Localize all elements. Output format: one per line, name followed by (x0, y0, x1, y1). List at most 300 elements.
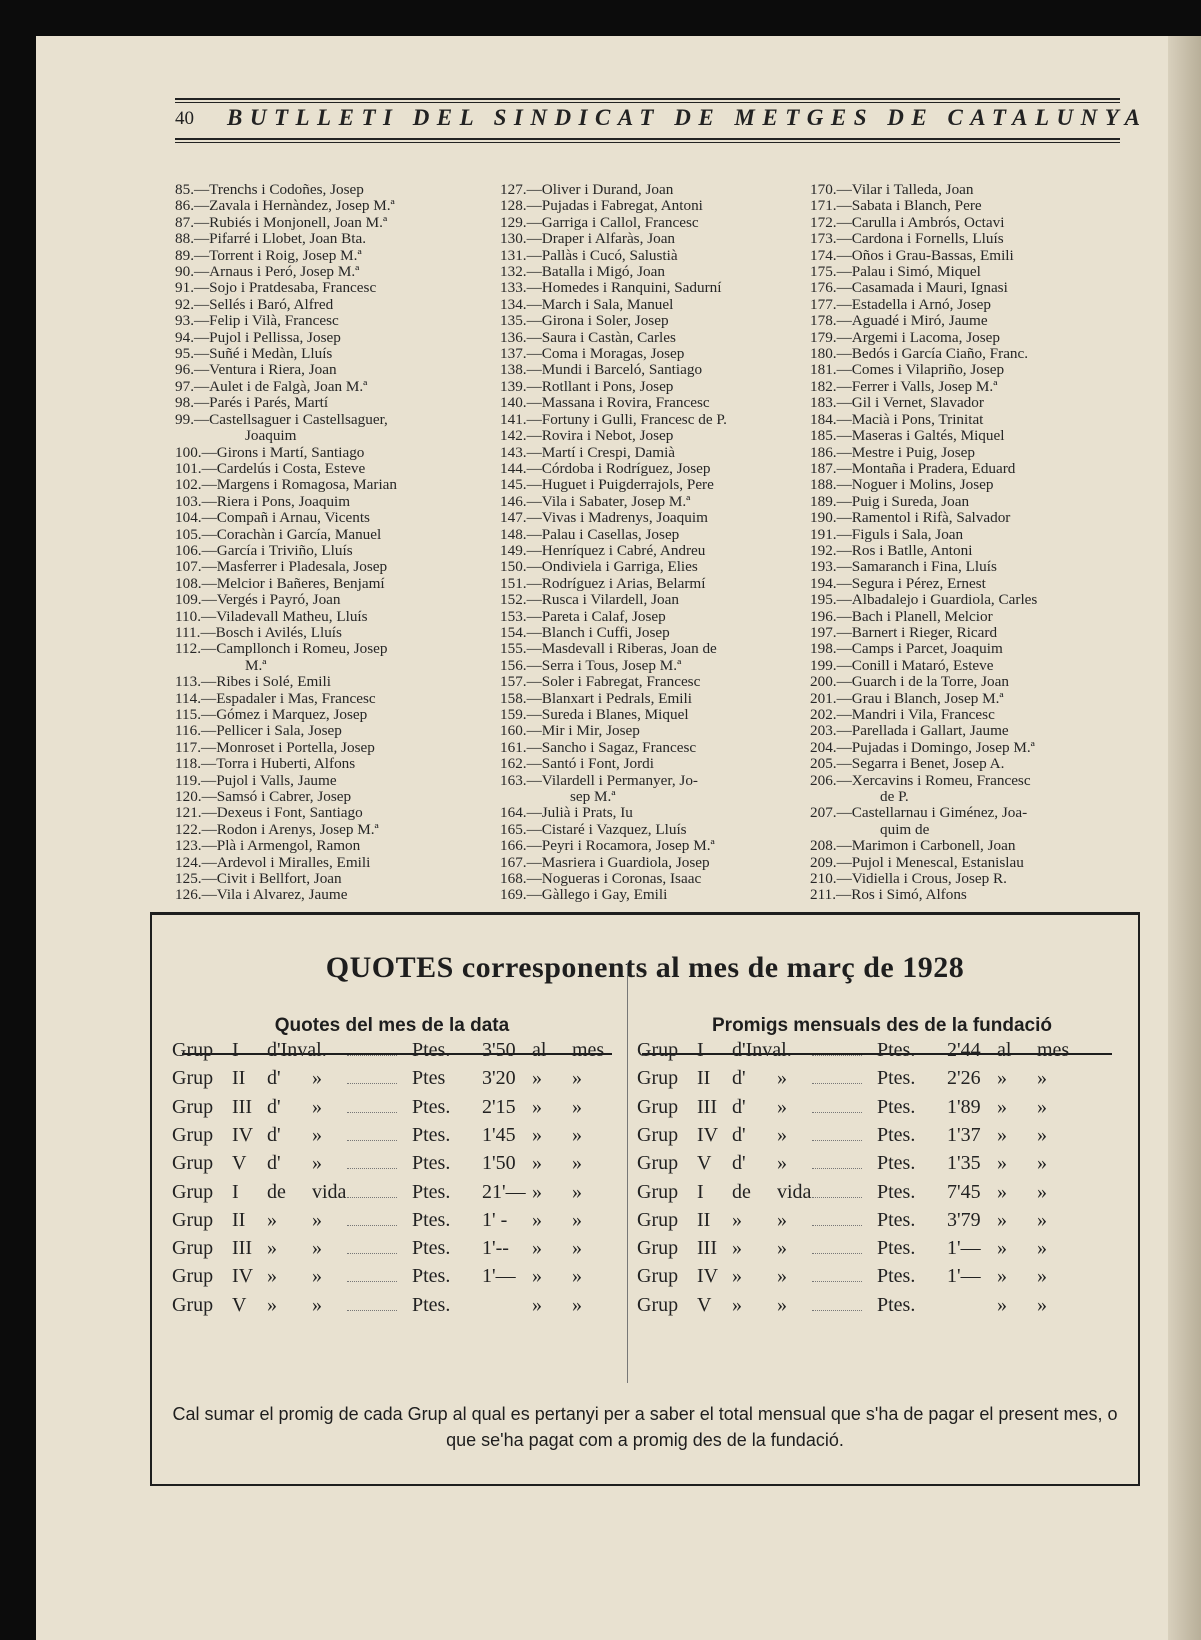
member-entry-text: 130.—Draper i Alfaràs, Joan (500, 230, 676, 248)
member-entry (500, 395, 785, 411)
member-list-column-3 (810, 182, 1095, 904)
quote-row (152, 1096, 622, 1122)
member-entry-text: 87.—Rubiés i Monjonell, Joan M.ª (175, 213, 388, 231)
header-rule (175, 142, 1120, 143)
quote-cell: 1'— (947, 1237, 981, 1260)
quote-cell: » (997, 1293, 1007, 1316)
member-entry-text: 127.—Oliver i Durand, Joan (500, 181, 674, 198)
quote-cell: d' (732, 1152, 746, 1175)
member-entry-text: 139.—Rotllant i Pons, Josep (500, 377, 674, 395)
header-rule (175, 102, 1120, 103)
quote-cell: » (1037, 1067, 1047, 1090)
member-entry (175, 379, 460, 395)
member-entry (175, 674, 460, 690)
quote-row (617, 1265, 1087, 1291)
member-entry-text: 149.—Henríquez i Cabré, Andreu (500, 541, 706, 559)
quote-cell: de (267, 1180, 286, 1203)
member-entry (500, 198, 785, 214)
member-entry-text: 173.—Cardona i Fornells, Lluís (810, 230, 1004, 248)
quote-cell: » (1037, 1180, 1047, 1203)
member-entry (175, 756, 460, 772)
member-entry-text: 188.—Noguer i Molins, Josep (810, 476, 994, 494)
quote-cell: Grup (637, 1067, 679, 1090)
quote-cell: Grup (637, 1152, 679, 1175)
quote-cell: I (232, 1039, 239, 1061)
member-entry (175, 264, 460, 280)
quote-row (617, 1181, 1087, 1207)
member-entry-text: 199.—Conill i Mataró, Esteve (810, 656, 994, 674)
quote-cell: Grup (637, 1208, 679, 1231)
member-entry-text: 146.—Vila i Sabater, Josep M.ª (500, 492, 691, 510)
member-entry-text: 200.—Guarch i de la Torre, Joan (810, 673, 1009, 691)
quote-cell: » (1037, 1208, 1047, 1231)
member-entry-text: 191.—Figuls i Sala, Joan (810, 525, 964, 543)
leader-dots (812, 1310, 862, 1311)
member-entry (810, 559, 1095, 575)
header-rule (175, 98, 1120, 100)
quote-cell: » (532, 1067, 542, 1090)
quote-cell: » (572, 1265, 582, 1288)
quote-cell: 1' - (482, 1208, 508, 1231)
member-entry (500, 773, 785, 806)
quote-cell: II (697, 1208, 711, 1231)
quote-cell: V (232, 1293, 247, 1316)
member-entry (810, 691, 1095, 707)
quote-cell: » (572, 1237, 582, 1260)
member-entry (175, 691, 460, 707)
quote-cell: » (267, 1208, 277, 1231)
member-entry (810, 805, 1095, 838)
quote-row (152, 1152, 622, 1178)
quote-cell: » (267, 1293, 277, 1316)
member-entry-text: 105.—Corachàn i García, Manuel (175, 525, 382, 543)
quote-row (152, 1067, 622, 1093)
quote-cell: » (267, 1265, 277, 1288)
quote-cell: » (532, 1180, 542, 1203)
member-entry (500, 576, 785, 592)
leader-dots (812, 1168, 862, 1169)
member-entry (810, 658, 1095, 674)
quote-row (152, 1237, 622, 1263)
member-entry (175, 412, 460, 445)
member-entry (810, 625, 1095, 641)
member-entry (810, 641, 1095, 657)
leader-dots (347, 1055, 397, 1056)
member-entry-text: 92.—Sellés i Baró, Alfred (175, 295, 334, 313)
quote-row (617, 1152, 1087, 1178)
member-entry-text: 154.—Blanch i Cuffi, Josep (500, 623, 670, 641)
member-entry (175, 838, 460, 854)
quote-cell: » (572, 1208, 582, 1231)
quote-cell: » (572, 1095, 582, 1118)
quote-cell: III (697, 1237, 717, 1260)
member-entry (500, 559, 785, 575)
member-entry (500, 658, 785, 674)
member-entry-text: 196.—Bach i Planell, Melcior (810, 607, 993, 625)
quote-cell: 7'45 (947, 1180, 981, 1203)
quote-cell: » (532, 1265, 542, 1288)
member-entry-text: 138.—Mundi i Barceló, Santiago (500, 361, 703, 379)
member-entry (810, 330, 1095, 346)
member-entry (810, 740, 1095, 756)
quote-cell: » (777, 1237, 787, 1260)
member-entry (810, 887, 1095, 903)
member-entry (500, 887, 785, 903)
member-entry (500, 691, 785, 707)
quote-cell: Ptes. (877, 1180, 916, 1203)
member-entry (810, 527, 1095, 543)
member-entry (175, 198, 460, 214)
member-entry (175, 215, 460, 231)
quote-cell: Ptes. (877, 1208, 916, 1231)
quote-cell: » (997, 1095, 1007, 1118)
member-entry-text: 95.—Suñé i Medàn, Lluís (175, 345, 333, 363)
member-entry (810, 707, 1095, 723)
leader-dots (812, 1225, 862, 1226)
member-entry-text: 102.—Margens i Romagosa, Marian (175, 476, 398, 494)
member-entry (500, 822, 785, 838)
quote-cell: 1'35 (947, 1152, 981, 1175)
member-entry (810, 674, 1095, 690)
member-entry-text: 121.—Dexeus i Font, Santiago (175, 804, 363, 822)
quote-cell: III (697, 1095, 717, 1118)
member-entry (500, 428, 785, 444)
member-entry (500, 477, 785, 493)
member-entry (175, 707, 460, 723)
quote-cell: al (997, 1039, 1012, 1061)
quote-cell: Grup (637, 1265, 679, 1288)
quote-cell: » (732, 1265, 742, 1288)
member-entry-text: 174.—Oños i Grau-Bassas, Emili (810, 246, 1014, 264)
member-entry (175, 330, 460, 346)
member-entry-text: 99.—Castellsaguer i Castellsaguer, (175, 410, 388, 428)
member-entry-text: 134.—March i Sala, Manuel (500, 295, 674, 313)
member-entry-text: 129.—Garriga i Callol, Francesc (500, 213, 699, 231)
member-entry (500, 625, 785, 641)
quote-cell: » (267, 1237, 277, 1260)
member-entry (500, 264, 785, 280)
quote-cell: » (777, 1095, 787, 1118)
member-entry (810, 231, 1095, 247)
quote-cell: Ptes. (412, 1039, 451, 1061)
member-entry (500, 330, 785, 346)
member-entry (175, 395, 460, 411)
member-entry (810, 461, 1095, 477)
member-entry-text: 112.—Campllonch i Romeu, Josep (175, 640, 388, 658)
member-entry-continuation: quim de (880, 820, 930, 838)
member-entry-text: 114.—Espadaler i Mas, Francesc (175, 689, 376, 707)
member-entry (175, 477, 460, 493)
quotes-box (150, 912, 1140, 1486)
quote-cell: » (1037, 1152, 1047, 1175)
member-entry-text: 136.—Saura i Castàn, Carles (500, 328, 676, 346)
member-entry-text: 167.—Masriera i Guardiola, Josep (500, 853, 710, 871)
member-entry-text: 103.—Riera i Pons, Joaquim (175, 492, 351, 510)
member-entry-text: 207.—Castellarnau i Giménez, Joa- (810, 804, 1028, 822)
quote-cell: V (697, 1152, 712, 1175)
member-entry-text: 144.—Córdoba i Rodríguez, Josep (500, 459, 711, 477)
quote-cell: » (572, 1293, 582, 1316)
quote-cell: » (572, 1123, 582, 1146)
quote-cell: d' (732, 1067, 746, 1090)
quote-cell: d'Inval. (732, 1039, 792, 1061)
quote-cell: » (997, 1123, 1007, 1146)
quote-cell: » (1037, 1237, 1047, 1260)
member-entry-text: 203.—Parellada i Gallart, Jaume (810, 722, 1009, 740)
member-entry-text: 133.—Homedes i Ranquini, Sadurní (500, 279, 722, 297)
member-entry-text: 137.—Coma i Moragas, Josep (500, 345, 685, 363)
quote-cell: IV (697, 1123, 719, 1146)
member-entry (810, 395, 1095, 411)
leader-dots (812, 1197, 862, 1198)
quote-cell: » (312, 1067, 322, 1090)
member-entry-text: 160.—Mir i Mir, Josep (500, 722, 640, 740)
quote-cell: » (732, 1293, 742, 1316)
member-entry (500, 445, 785, 461)
quote-cell: » (572, 1180, 582, 1203)
member-entry-text: 211.—Ros i Simó, Alfons (810, 886, 967, 904)
member-entry-text: 171.—Sabata i Blanch, Pere (810, 197, 982, 215)
member-entry (810, 871, 1095, 887)
quote-cell: » (572, 1067, 582, 1090)
quote-cell: » (1037, 1265, 1047, 1288)
member-entry-text: 104.—Compañ i Arnau, Vicents (175, 509, 370, 527)
quote-cell: » (997, 1237, 1007, 1260)
member-entry (810, 198, 1095, 214)
quote-cell: 2'15 (482, 1095, 516, 1118)
quote-cell: Ptes. (877, 1152, 916, 1175)
member-entry (810, 576, 1095, 592)
member-entry (175, 313, 460, 329)
quote-cell: » (572, 1152, 582, 1175)
member-entry (175, 641, 460, 674)
quote-cell: » (532, 1293, 542, 1316)
member-entry-text: 182.—Ferrer i Valls, Josep M.ª (810, 377, 998, 395)
left-heading: Quotes del mes de la data (274, 1015, 510, 1036)
member-entry-text: 165.—Cistaré i Vazquez, Lluís (500, 820, 687, 838)
member-entry-text: 88.—Pifarré i Llobet, Joan Bta. (175, 230, 367, 248)
member-entry-text: 208.—Marimon i Carbonell, Joan (810, 837, 1016, 855)
leader-dots (812, 1055, 862, 1056)
member-entry-text: 161.—Sancho i Sagaz, Francesc (500, 738, 697, 756)
quote-cell: Grup (637, 1039, 679, 1061)
quote-cell: » (777, 1293, 787, 1316)
member-entry (175, 822, 460, 838)
member-entry-text: 100.—Girons i Martí, Santiago (175, 443, 365, 461)
quotes-title: QUOTES corresponents al mes de març de 1928 (325, 951, 965, 984)
quote-cell: 1'45 (482, 1123, 516, 1146)
quote-row (617, 1067, 1087, 1093)
quote-cell: d' (732, 1095, 746, 1118)
member-entry-continuation: sep M.ª (570, 788, 616, 806)
journal-title: BUTLLETI DEL SINDICAT DE METGES DE CATALUNYA (227, 105, 1148, 130)
member-entry-continuation: M.ª (245, 656, 267, 674)
quote-cell: Ptes. (877, 1237, 916, 1260)
member-entry-text: 210.—Vidiella i Crous, Josep R. (810, 870, 1007, 888)
quote-cell: V (232, 1152, 247, 1175)
quote-cell: Ptes. (877, 1265, 916, 1288)
member-entry (810, 379, 1095, 395)
member-entry-text: 126.—Vila i Alvarez, Jaume (175, 886, 348, 904)
member-entry-text: 107.—Masferrer i Pladesala, Josep (175, 558, 388, 576)
member-entry (500, 461, 785, 477)
member-entry-text: 189.—Puig i Sureda, Joan (810, 492, 970, 510)
quote-cell: Ptes. (412, 1123, 451, 1146)
quote-cell: » (732, 1237, 742, 1260)
member-entry-text: 148.—Palau i Casellas, Josep (500, 525, 680, 543)
member-entry-text: 97.—Aulet i de Falgà, Joan M.ª (175, 377, 368, 395)
quote-cell: » (312, 1293, 322, 1316)
member-entry (500, 609, 785, 625)
quote-cell: 3'79 (947, 1208, 981, 1231)
member-entry-text: 86.—Zavala i Hernàndez, Josep M.ª (175, 197, 395, 215)
member-entry (175, 805, 460, 821)
quote-row (152, 1039, 622, 1065)
quote-cell: Ptes. (412, 1265, 451, 1288)
quote-row (617, 1124, 1087, 1150)
member-entry (810, 346, 1095, 362)
member-entry (810, 182, 1095, 198)
member-entry (175, 248, 460, 264)
quote-cell: » (312, 1265, 322, 1288)
member-entry-text: 209.—Pujol i Menescal, Estanislau (810, 853, 1024, 871)
member-entry-text: 186.—Mestre i Puig, Josep (810, 443, 975, 461)
member-entry (810, 313, 1095, 329)
member-entry (500, 527, 785, 543)
quote-row (617, 1237, 1087, 1263)
member-entry-text: 85.—Trenchs i Codoñes, Josep (175, 181, 364, 198)
quote-cell: Grup (172, 1237, 214, 1260)
member-entry-text: 180.—Bedós i García Ciaño, Franc. (810, 345, 1029, 363)
page-edge (1168, 36, 1201, 1640)
quote-cell: IV (232, 1265, 254, 1288)
member-entry-text: 115.—Gómez i Marquez, Josep (175, 706, 368, 723)
member-entry-text: 158.—Blanxart i Pedrals, Emili (500, 689, 692, 707)
quote-row (617, 1209, 1087, 1235)
member-entry-text: 125.—Civit i Bellfort, Joan (175, 870, 342, 888)
member-entry (500, 379, 785, 395)
quote-cell: » (312, 1095, 322, 1118)
quote-cell: 1'-- (482, 1237, 509, 1260)
quote-cell: Grup (172, 1095, 214, 1118)
member-entry (500, 543, 785, 559)
member-entry-text: 147.—Vivas i Madrenys, Joaquim (500, 509, 708, 527)
member-list-column-1 (175, 182, 460, 904)
member-entry-text: 123.—Plà i Armengol, Ramon (175, 837, 361, 855)
quote-cell: Ptes. (877, 1067, 916, 1090)
member-entry (810, 445, 1095, 461)
quote-cell: Ptes. (412, 1293, 451, 1316)
member-entry-text: 128.—Pujadas i Fabregat, Antoni (500, 197, 703, 215)
quote-cell: II (232, 1208, 246, 1231)
quote-cell: vida (777, 1180, 812, 1203)
quote-cell: d'Inval. (267, 1039, 327, 1061)
member-entry-text: 201.—Grau i Blanch, Josep M.ª (810, 689, 1004, 707)
quote-cell: 21'— (482, 1180, 526, 1203)
quote-cell: Grup (637, 1180, 679, 1203)
quote-cell: » (732, 1208, 742, 1231)
member-entry-text: 185.—Maseras i Galtés, Miquel (810, 427, 1005, 445)
member-entry-text: 143.—Martí i Crespi, Damià (500, 443, 676, 461)
member-entry-text: 153.—Pareta i Calaf, Josep (500, 607, 666, 625)
member-entry-text: 117.—Monroset i Portella, Josep (175, 738, 375, 756)
quote-cell: Ptes. (412, 1095, 451, 1118)
member-entry (175, 494, 460, 510)
quote-cell: Grup (172, 1180, 214, 1203)
quote-row (617, 1294, 1087, 1320)
quote-cell: » (1037, 1293, 1047, 1316)
leader-dots (347, 1112, 397, 1113)
member-entry (175, 346, 460, 362)
member-entry-text: 168.—Nogueras i Coronas, Isaac (500, 870, 702, 888)
quote-cell: Ptes. (412, 1152, 451, 1175)
quote-row (152, 1209, 622, 1235)
quote-cell: » (997, 1180, 1007, 1203)
member-entry (810, 494, 1095, 510)
quote-cell: » (777, 1152, 787, 1175)
quote-cell: vida (312, 1180, 347, 1203)
quote-cell: Grup (637, 1123, 679, 1146)
quote-cell: I (697, 1039, 704, 1061)
member-entry (810, 609, 1095, 625)
member-entry (810, 280, 1095, 296)
member-entry-text: 198.—Camps i Parcet, Joaquim (810, 640, 1003, 658)
member-entry (500, 756, 785, 772)
member-entry (500, 412, 785, 428)
member-entry-text: 109.—Vergés i Payró, Joan (175, 591, 341, 609)
quote-cell: mes (572, 1039, 605, 1061)
member-entry (175, 740, 460, 756)
quote-cell: Grup (637, 1095, 679, 1118)
member-entry-text: 193.—Samaranch i Fina, Lluís (810, 558, 997, 576)
member-entry (175, 723, 460, 739)
member-entry (500, 182, 785, 198)
leader-dots (347, 1225, 397, 1226)
quote-row (152, 1181, 622, 1207)
quote-cell: III (232, 1237, 252, 1260)
quote-cell: d' (267, 1123, 281, 1146)
member-entry (175, 789, 460, 805)
member-entry (175, 887, 460, 903)
leader-dots (812, 1253, 862, 1254)
quote-cell: I (232, 1180, 239, 1203)
quote-cell: » (532, 1095, 542, 1118)
member-entry (810, 756, 1095, 772)
member-entry (500, 740, 785, 756)
quote-cell: » (532, 1152, 542, 1175)
member-entry (810, 264, 1095, 280)
leader-dots (347, 1310, 397, 1311)
quote-cell: » (777, 1208, 787, 1231)
member-entry (500, 805, 785, 821)
member-entry (810, 510, 1095, 526)
member-entry (175, 609, 460, 625)
leader-dots (347, 1281, 397, 1282)
member-entry-text: 151.—Rodríguez i Arias, Belarmí (500, 574, 706, 592)
quote-cell: 3'50 (482, 1039, 516, 1061)
quote-cell: V (697, 1293, 712, 1316)
quote-cell: Ptes (412, 1067, 446, 1090)
member-entry (810, 838, 1095, 854)
quote-cell: d' (267, 1067, 281, 1090)
quote-cell: 1'— (482, 1265, 516, 1288)
member-entry (175, 182, 460, 198)
member-list-column-2 (500, 182, 785, 904)
right-heading: Promigs mensuals des de la fundació (712, 1015, 1052, 1036)
quote-cell: Grup (637, 1237, 679, 1260)
member-entry (175, 871, 460, 887)
member-entry-text: 177.—Estadella i Arnó, Josep (810, 295, 991, 313)
